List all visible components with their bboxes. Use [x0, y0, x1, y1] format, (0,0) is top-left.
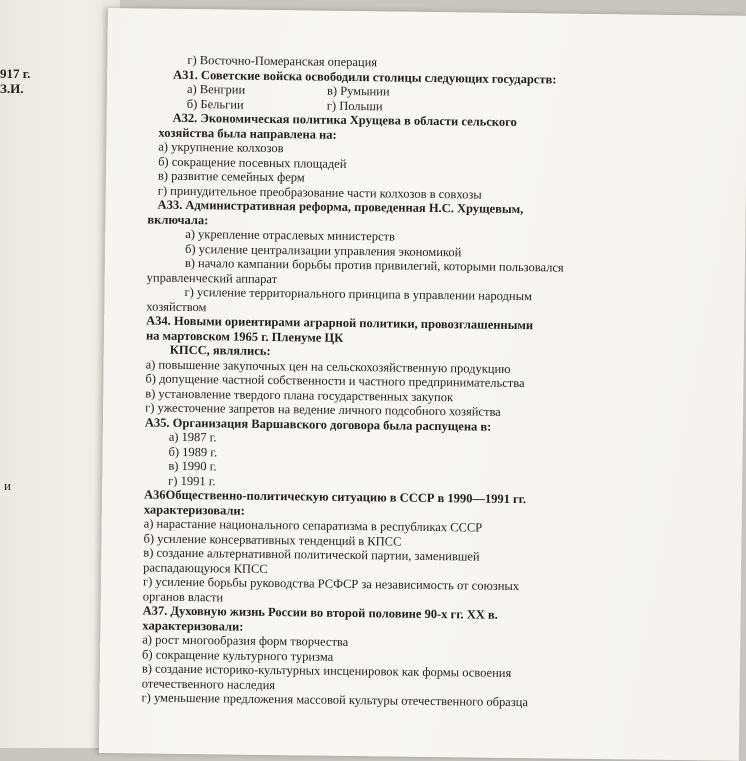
question-text: А32. Экономическая политика Хрущева в области сельского — [172, 110, 517, 130]
left-page-fragment: З.И. — [0, 81, 24, 96]
answer-option: г) уменьшение предложения массовой культуры отечественного образца — [141, 690, 529, 710]
answer-option: а) нарастание национального сепаратизма в республиках СССР — [143, 516, 483, 535]
answer-option: б) Бельгии — [186, 96, 244, 112]
answer-option: в) Румынии — [326, 83, 390, 99]
answer-option: в) создание историко-культурных инсценировок как формы освоения — [141, 661, 512, 680]
question-list — [141, 53, 729, 713]
answer-option: г) Восточно-Померанская операция — [187, 52, 378, 70]
answer-option: г) принудительное преобразование части колхозов в совхозы — [157, 183, 482, 202]
question-text: А34. Новыми ориентирами аграрной политики, провозглашенными — [146, 313, 534, 333]
question-text: хозяйства была направлена на: — [158, 125, 337, 142]
left-page-fragment: 917 г. — [0, 66, 31, 81]
answer-option: б) усиление централизации управления экономикой — [184, 241, 462, 259]
question-text: на мартовском 1965 г. Пленуме ЦК — [145, 327, 344, 345]
question-text: А33. Административная реформа, проведенная Н.С. Хрущевым, — [157, 197, 524, 217]
question-text: А31. Советские войска освободили столицы следующих государств: — [173, 67, 557, 86]
answer-option: г) 1991 г. — [168, 473, 216, 488]
answer-option: а) повышение закупочных цен на сельскохозяйственную продукцию — [145, 356, 511, 376]
answer-option: в) начало кампании борьбы против привилегий, которыми пользовался — [184, 255, 564, 275]
answer-option: б) усиление консервативных тенденций в КПСС — [143, 530, 402, 549]
answer-option: а) укрупнение колхозов — [158, 139, 284, 156]
question-text: А36Общественно-политическую ситуацию в СССР в 1990—1991 гг. — [143, 487, 527, 507]
answer-option: в) установление твердого плана государственных закупок — [145, 385, 454, 404]
answer-option: отечественного наследия — [141, 675, 276, 692]
answer-option: б) допущение частной собственности и частного предпринимательства — [145, 371, 525, 391]
answer-option: управленческий аппарат — [146, 269, 278, 286]
answer-option: органов власти — [142, 588, 224, 604]
answer-option: хозяйством — [146, 298, 207, 314]
answer-option: г) Польши — [326, 98, 383, 113]
answer-option: б) 1989 г. — [168, 444, 218, 459]
answer-option: распадающуюся КПСС — [143, 559, 268, 576]
answer-option: г) ужесточение запретов на ведение личного подсобного хозяйства — [145, 400, 501, 419]
question-text: А37. Духовную жизнь России во второй половине 90-х гг. XX в. — [142, 603, 498, 622]
answer-option: а) Венгрии — [186, 81, 246, 97]
question-text: А35. Организация Варшавского договора была распущена в: — [144, 414, 492, 434]
question-text: включала: — [147, 211, 209, 227]
answer-option: г) усиление борьбы руководства РСФСР за независимость от союзных — [142, 574, 520, 594]
question-text: КПСС, являлись: — [169, 342, 271, 359]
answer-option: а) 1987 г. — [168, 429, 217, 445]
test-page — [99, 8, 746, 761]
answer-option: б) сокращение посевных площадей — [158, 154, 347, 171]
answer-option: а) рост многообразия форм творчества — [142, 632, 349, 649]
answer-option: а) укрепление отраслевых министерств — [185, 226, 396, 244]
left-page-fragment: и — [4, 478, 11, 493]
answer-option: в) 1990 г. — [168, 458, 217, 474]
answer-option: в) создание альтернативной политической партии, заменившей — [143, 545, 480, 564]
question-text: характеризовали: — [142, 617, 244, 634]
answer-option: г) усиление территориального принципа в управлении народным — [184, 284, 533, 304]
answer-option: в) развитие семейных ферм — [157, 168, 305, 185]
question-text: характеризовали: — [143, 501, 245, 518]
answer-option: б) сокращение культурного туризма — [142, 646, 334, 664]
